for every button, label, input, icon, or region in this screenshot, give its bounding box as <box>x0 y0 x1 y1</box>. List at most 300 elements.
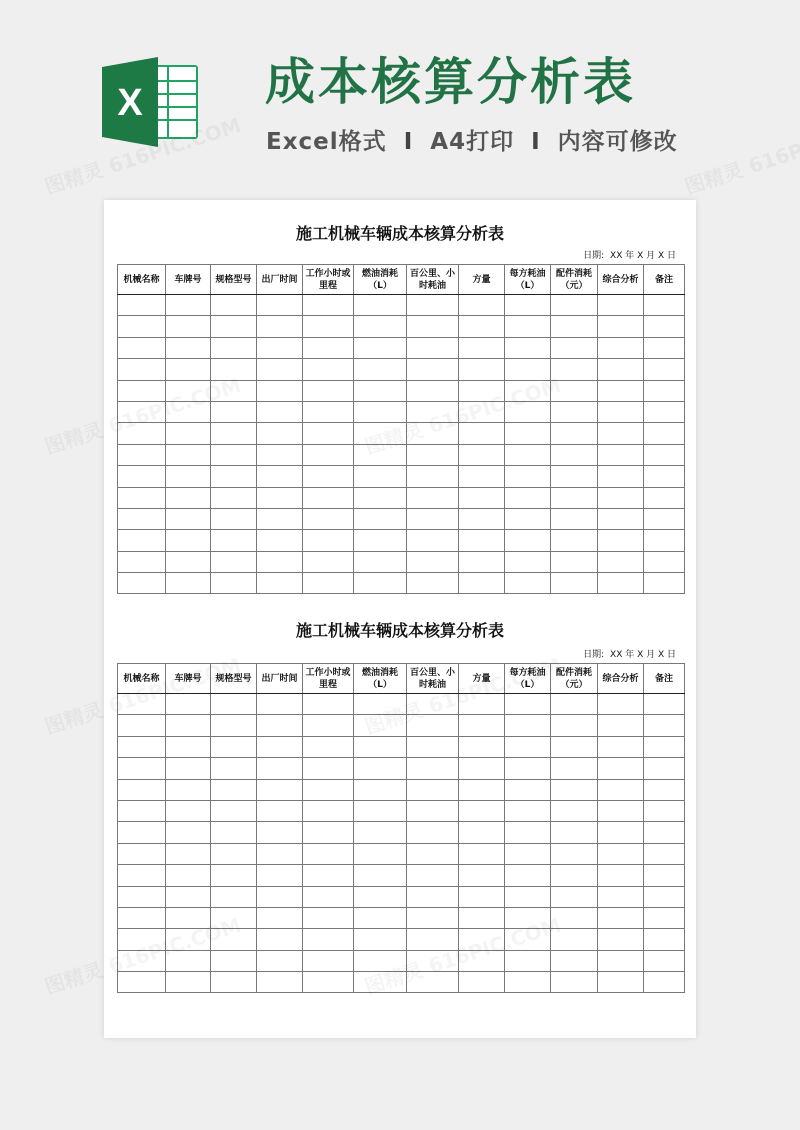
table-cell[interactable] <box>598 822 644 843</box>
table-cell[interactable] <box>303 972 354 993</box>
table-cell[interactable] <box>166 715 211 736</box>
table-cell[interactable] <box>551 865 598 886</box>
table-cell[interactable] <box>459 929 505 950</box>
table-cell[interactable] <box>303 508 354 529</box>
table-cell[interactable] <box>644 401 685 422</box>
table-cell[interactable] <box>118 508 166 529</box>
table-cell[interactable] <box>354 758 407 779</box>
table-cell[interactable] <box>118 950 166 971</box>
table-cell[interactable] <box>211 551 257 572</box>
table-cell[interactable] <box>118 907 166 928</box>
table-cell[interactable] <box>598 779 644 800</box>
table-cell[interactable] <box>459 380 505 401</box>
table-cell[interactable] <box>118 886 166 907</box>
table-cell[interactable] <box>598 401 644 422</box>
table-cell[interactable] <box>598 423 644 444</box>
table-cell[interactable] <box>118 715 166 736</box>
table-cell[interactable] <box>598 929 644 950</box>
table-cell[interactable] <box>459 822 505 843</box>
table-cell[interactable] <box>407 886 459 907</box>
table-cell[interactable] <box>257 508 303 529</box>
table-cell[interactable] <box>644 444 685 465</box>
table-cell[interactable] <box>118 530 166 551</box>
table-cell[interactable] <box>459 843 505 864</box>
table-cell[interactable] <box>257 694 303 715</box>
table-cell[interactable] <box>257 972 303 993</box>
table-cell[interactable] <box>598 865 644 886</box>
table-cell[interactable] <box>598 508 644 529</box>
table-cell[interactable] <box>303 822 354 843</box>
table-cell[interactable] <box>551 950 598 971</box>
table-cell[interactable] <box>118 380 166 401</box>
table-cell[interactable] <box>211 736 257 757</box>
table-cell[interactable] <box>505 715 551 736</box>
table-cell[interactable] <box>354 295 407 316</box>
table-cell[interactable] <box>166 779 211 800</box>
table-cell[interactable] <box>459 715 505 736</box>
table-cell[interactable] <box>459 736 505 757</box>
table-cell[interactable] <box>257 779 303 800</box>
table-cell[interactable] <box>407 758 459 779</box>
table-cell[interactable] <box>166 359 211 380</box>
table-cell[interactable] <box>211 444 257 465</box>
table-cell[interactable] <box>257 736 303 757</box>
table-cell[interactable] <box>354 530 407 551</box>
table-cell[interactable] <box>644 758 685 779</box>
table-cell[interactable] <box>598 380 644 401</box>
table-cell[interactable] <box>166 929 211 950</box>
table-cell[interactable] <box>644 423 685 444</box>
table-cell[interactable] <box>354 401 407 422</box>
table-cell[interactable] <box>354 779 407 800</box>
table-cell[interactable] <box>166 736 211 757</box>
table-cell[interactable] <box>459 466 505 487</box>
table-cell[interactable] <box>354 800 407 821</box>
table-cell[interactable] <box>644 779 685 800</box>
table-cell[interactable] <box>354 380 407 401</box>
table-cell[interactable] <box>505 551 551 572</box>
table-cell[interactable] <box>354 573 407 594</box>
table-cell[interactable] <box>303 929 354 950</box>
table-cell[interactable] <box>551 401 598 422</box>
table-cell[interactable] <box>166 843 211 864</box>
table-cell[interactable] <box>644 694 685 715</box>
table-cell[interactable] <box>644 907 685 928</box>
table-cell[interactable] <box>166 295 211 316</box>
table-cell[interactable] <box>354 843 407 864</box>
table-cell[interactable] <box>211 508 257 529</box>
table-cell[interactable] <box>407 822 459 843</box>
table-cell[interactable] <box>407 487 459 508</box>
table-cell[interactable] <box>303 573 354 594</box>
table-cell[interactable] <box>257 551 303 572</box>
table-cell[interactable] <box>303 444 354 465</box>
table-cell[interactable] <box>505 508 551 529</box>
table-cell[interactable] <box>303 886 354 907</box>
table-cell[interactable] <box>166 380 211 401</box>
table-cell[interactable] <box>407 800 459 821</box>
table-cell[interactable] <box>551 295 598 316</box>
table-cell[interactable] <box>551 380 598 401</box>
table-cell[interactable] <box>551 800 598 821</box>
table-cell[interactable] <box>166 865 211 886</box>
table-cell[interactable] <box>459 444 505 465</box>
table-cell[interactable] <box>407 444 459 465</box>
table-cell[interactable] <box>598 736 644 757</box>
table-cell[interactable] <box>354 359 407 380</box>
table-cell[interactable] <box>551 337 598 358</box>
table-cell[interactable] <box>166 401 211 422</box>
table-cell[interactable] <box>407 573 459 594</box>
table-cell[interactable] <box>644 551 685 572</box>
table-cell[interactable] <box>354 694 407 715</box>
table-cell[interactable] <box>598 316 644 337</box>
table-cell[interactable] <box>551 736 598 757</box>
table-cell[interactable] <box>166 886 211 907</box>
table-cell[interactable] <box>644 800 685 821</box>
table-cell[interactable] <box>118 800 166 821</box>
table-cell[interactable] <box>459 295 505 316</box>
table-cell[interactable] <box>118 316 166 337</box>
table-cell[interactable] <box>505 401 551 422</box>
table-cell[interactable] <box>644 972 685 993</box>
table-cell[interactable] <box>459 779 505 800</box>
table-cell[interactable] <box>644 530 685 551</box>
table-cell[interactable] <box>644 316 685 337</box>
table-cell[interactable] <box>211 907 257 928</box>
table-cell[interactable] <box>354 466 407 487</box>
table-cell[interactable] <box>407 865 459 886</box>
table-cell[interactable] <box>551 444 598 465</box>
table-cell[interactable] <box>303 423 354 444</box>
table-cell[interactable] <box>211 843 257 864</box>
table-cell[interactable] <box>407 530 459 551</box>
table-cell[interactable] <box>118 573 166 594</box>
table-cell[interactable] <box>551 466 598 487</box>
table-cell[interactable] <box>407 907 459 928</box>
table-cell[interactable] <box>598 972 644 993</box>
table-cell[interactable] <box>211 401 257 422</box>
table-cell[interactable] <box>257 950 303 971</box>
table-cell[interactable] <box>118 972 166 993</box>
table-cell[interactable] <box>166 444 211 465</box>
table-cell[interactable] <box>598 551 644 572</box>
table-cell[interactable] <box>505 423 551 444</box>
table-cell[interactable] <box>211 316 257 337</box>
table-cell[interactable] <box>459 758 505 779</box>
table-cell[interactable] <box>505 758 551 779</box>
table-cell[interactable] <box>598 907 644 928</box>
table-cell[interactable] <box>211 337 257 358</box>
table-cell[interactable] <box>257 380 303 401</box>
table-cell[interactable] <box>551 508 598 529</box>
table-cell[interactable] <box>505 444 551 465</box>
table-cell[interactable] <box>354 337 407 358</box>
table-cell[interactable] <box>166 972 211 993</box>
table-cell[interactable] <box>257 401 303 422</box>
table-cell[interactable] <box>551 530 598 551</box>
table-cell[interactable] <box>407 694 459 715</box>
table-cell[interactable] <box>644 295 685 316</box>
table-cell[interactable] <box>118 736 166 757</box>
table-cell[interactable] <box>407 423 459 444</box>
table-cell[interactable] <box>505 822 551 843</box>
table-cell[interactable] <box>644 865 685 886</box>
table-cell[interactable] <box>303 736 354 757</box>
table-cell[interactable] <box>644 886 685 907</box>
table-cell[interactable] <box>303 715 354 736</box>
table-cell[interactable] <box>211 466 257 487</box>
table-cell[interactable] <box>407 950 459 971</box>
table-cell[interactable] <box>166 337 211 358</box>
table-cell[interactable] <box>551 929 598 950</box>
table-cell[interactable] <box>598 950 644 971</box>
table-cell[interactable] <box>551 359 598 380</box>
table-cell[interactable] <box>598 530 644 551</box>
table-cell[interactable] <box>303 694 354 715</box>
table-cell[interactable] <box>505 573 551 594</box>
table-cell[interactable] <box>598 694 644 715</box>
table-cell[interactable] <box>303 950 354 971</box>
table-cell[interactable] <box>407 380 459 401</box>
table-cell[interactable] <box>407 551 459 572</box>
table-cell[interactable] <box>211 886 257 907</box>
table-cell[interactable] <box>407 843 459 864</box>
table-cell[interactable] <box>459 401 505 422</box>
table-cell[interactable] <box>459 886 505 907</box>
table-cell[interactable] <box>257 359 303 380</box>
table-cell[interactable] <box>505 337 551 358</box>
table-cell[interactable] <box>354 551 407 572</box>
table-cell[interactable] <box>551 487 598 508</box>
table-cell[interactable] <box>354 423 407 444</box>
table-cell[interactable] <box>257 573 303 594</box>
table-cell[interactable] <box>505 359 551 380</box>
table-cell[interactable] <box>118 444 166 465</box>
table-cell[interactable] <box>551 694 598 715</box>
table-cell[interactable] <box>459 530 505 551</box>
table-cell[interactable] <box>166 487 211 508</box>
table-cell[interactable] <box>407 508 459 529</box>
table-cell[interactable] <box>211 573 257 594</box>
table-cell[interactable] <box>257 822 303 843</box>
table-cell[interactable] <box>407 337 459 358</box>
table-cell[interactable] <box>644 950 685 971</box>
table-cell[interactable] <box>505 929 551 950</box>
table-cell[interactable] <box>644 822 685 843</box>
table-cell[interactable] <box>598 359 644 380</box>
table-cell[interactable] <box>505 380 551 401</box>
table-cell[interactable] <box>551 715 598 736</box>
table-cell[interactable] <box>166 551 211 572</box>
table-cell[interactable] <box>644 843 685 864</box>
table-cell[interactable] <box>407 359 459 380</box>
table-cell[interactable] <box>303 401 354 422</box>
table-cell[interactable] <box>257 487 303 508</box>
table-cell[interactable] <box>407 316 459 337</box>
table-cell[interactable] <box>303 487 354 508</box>
table-cell[interactable] <box>644 736 685 757</box>
table-cell[interactable] <box>551 779 598 800</box>
table-cell[interactable] <box>166 907 211 928</box>
table-cell[interactable] <box>407 715 459 736</box>
table-cell[interactable] <box>459 423 505 444</box>
table-cell[interactable] <box>257 444 303 465</box>
table-cell[interactable] <box>354 736 407 757</box>
table-cell[interactable] <box>505 800 551 821</box>
table-cell[interactable] <box>118 822 166 843</box>
table-cell[interactable] <box>644 508 685 529</box>
table-cell[interactable] <box>166 530 211 551</box>
table-cell[interactable] <box>257 929 303 950</box>
table-cell[interactable] <box>551 843 598 864</box>
table-cell[interactable] <box>459 551 505 572</box>
table-cell[interactable] <box>211 779 257 800</box>
table-cell[interactable] <box>459 487 505 508</box>
table-cell[interactable] <box>257 530 303 551</box>
table-cell[interactable] <box>459 865 505 886</box>
table-cell[interactable] <box>303 758 354 779</box>
table-cell[interactable] <box>303 800 354 821</box>
table-cell[interactable] <box>303 466 354 487</box>
table-cell[interactable] <box>211 715 257 736</box>
table-cell[interactable] <box>211 972 257 993</box>
table-cell[interactable] <box>257 865 303 886</box>
table-cell[interactable] <box>166 950 211 971</box>
table-cell[interactable] <box>598 886 644 907</box>
table-cell[interactable] <box>257 337 303 358</box>
table-cell[interactable] <box>257 316 303 337</box>
table-cell[interactable] <box>166 423 211 444</box>
table-cell[interactable] <box>166 694 211 715</box>
table-cell[interactable] <box>407 779 459 800</box>
table-cell[interactable] <box>118 401 166 422</box>
table-cell[interactable] <box>598 800 644 821</box>
table-cell[interactable] <box>257 886 303 907</box>
table-cell[interactable] <box>211 694 257 715</box>
table-cell[interactable] <box>303 380 354 401</box>
table-cell[interactable] <box>459 800 505 821</box>
table-cell[interactable] <box>303 907 354 928</box>
table-cell[interactable] <box>505 487 551 508</box>
table-cell[interactable] <box>407 972 459 993</box>
table-cell[interactable] <box>354 487 407 508</box>
table-cell[interactable] <box>407 929 459 950</box>
table-cell[interactable] <box>505 950 551 971</box>
table-cell[interactable] <box>644 487 685 508</box>
table-cell[interactable] <box>598 758 644 779</box>
table-cell[interactable] <box>505 736 551 757</box>
table-cell[interactable] <box>118 487 166 508</box>
table-cell[interactable] <box>354 444 407 465</box>
table-cell[interactable] <box>505 295 551 316</box>
table-cell[interactable] <box>551 907 598 928</box>
table-cell[interactable] <box>211 487 257 508</box>
table-cell[interactable] <box>354 972 407 993</box>
table-cell[interactable] <box>459 694 505 715</box>
table-cell[interactable] <box>551 573 598 594</box>
table-cell[interactable] <box>505 316 551 337</box>
table-cell[interactable] <box>551 316 598 337</box>
table-cell[interactable] <box>505 865 551 886</box>
table-cell[interactable] <box>118 359 166 380</box>
table-cell[interactable] <box>459 316 505 337</box>
table-cell[interactable] <box>211 423 257 444</box>
table-cell[interactable] <box>598 573 644 594</box>
table-cell[interactable] <box>303 865 354 886</box>
table-cell[interactable] <box>303 843 354 864</box>
table-cell[interactable] <box>354 929 407 950</box>
table-cell[interactable] <box>459 907 505 928</box>
table-cell[interactable] <box>166 466 211 487</box>
table-cell[interactable] <box>354 508 407 529</box>
table-cell[interactable] <box>257 907 303 928</box>
table-cell[interactable] <box>118 466 166 487</box>
table-cell[interactable] <box>166 316 211 337</box>
table-cell[interactable] <box>211 530 257 551</box>
table-cell[interactable] <box>354 865 407 886</box>
table-cell[interactable] <box>257 423 303 444</box>
table-cell[interactable] <box>551 886 598 907</box>
table-cell[interactable] <box>407 736 459 757</box>
table-cell[interactable] <box>505 843 551 864</box>
table-cell[interactable] <box>257 295 303 316</box>
table-cell[interactable] <box>303 530 354 551</box>
table-cell[interactable] <box>407 295 459 316</box>
table-cell[interactable] <box>257 800 303 821</box>
table-cell[interactable] <box>551 822 598 843</box>
table-cell[interactable] <box>354 822 407 843</box>
table-cell[interactable] <box>551 972 598 993</box>
table-cell[interactable] <box>303 551 354 572</box>
table-cell[interactable] <box>598 715 644 736</box>
table-cell[interactable] <box>644 573 685 594</box>
table-cell[interactable] <box>551 423 598 444</box>
table-cell[interactable] <box>303 295 354 316</box>
table-cell[interactable] <box>211 295 257 316</box>
table-cell[interactable] <box>118 929 166 950</box>
table-cell[interactable] <box>459 573 505 594</box>
table-cell[interactable] <box>551 758 598 779</box>
table-cell[interactable] <box>354 907 407 928</box>
table-cell[interactable] <box>211 929 257 950</box>
table-cell[interactable] <box>166 508 211 529</box>
table-cell[interactable] <box>644 715 685 736</box>
table-cell[interactable] <box>354 715 407 736</box>
table-cell[interactable] <box>118 843 166 864</box>
table-cell[interactable] <box>118 779 166 800</box>
table-cell[interactable] <box>644 337 685 358</box>
table-cell[interactable] <box>354 316 407 337</box>
table-cell[interactable] <box>459 950 505 971</box>
table-cell[interactable] <box>407 401 459 422</box>
table-cell[interactable] <box>459 508 505 529</box>
table-cell[interactable] <box>598 487 644 508</box>
table-cell[interactable] <box>505 907 551 928</box>
table-cell[interactable] <box>118 295 166 316</box>
table-cell[interactable] <box>257 758 303 779</box>
table-cell[interactable] <box>211 359 257 380</box>
table-cell[interactable] <box>211 865 257 886</box>
table-cell[interactable] <box>354 950 407 971</box>
table-cell[interactable] <box>166 573 211 594</box>
table-cell[interactable] <box>644 380 685 401</box>
table-cell[interactable] <box>118 423 166 444</box>
table-cell[interactable] <box>598 337 644 358</box>
table-cell[interactable] <box>166 822 211 843</box>
table-cell[interactable] <box>505 694 551 715</box>
table-cell[interactable] <box>505 972 551 993</box>
